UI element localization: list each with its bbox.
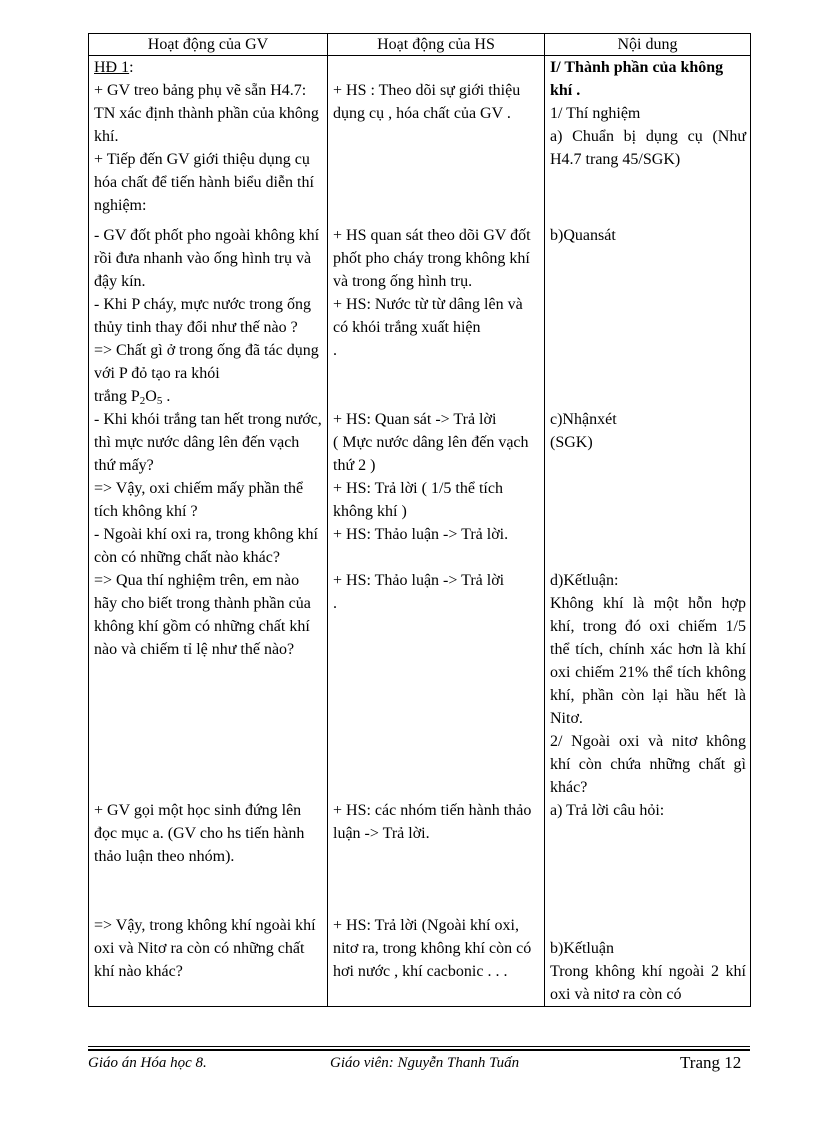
- gv-cell: [89, 868, 328, 1007]
- hs-text: + HS quan sát theo dõi GV đốt phốt pho cháy trong không khí và trong ống hình trụ.: [333, 227, 531, 290]
- gv-text: + GV gọi một học sinh đứng lên đọc mục a. (GV cho hs tiến hành thảo luận theo nhóm).: [94, 802, 305, 865]
- formula-subscript: 5: [156, 395, 163, 407]
- nd-text: Trong không khí ngoài 2 khí oxi và nitơ ra còn có: [550, 963, 746, 1003]
- hs-cell: [328, 868, 545, 1007]
- nd-cell: [545, 56, 751, 218]
- nd-cell: [545, 569, 751, 799]
- nd-text: Không khí là một hỗn hợp khí, trong đó oxi chiếm 1/5 thể tích, chính xác hơn là khí oxi chiếm 21% thể tích không khí, phần còn lại hầu hết là Nitơ.: [550, 595, 746, 727]
- gv-cell: [89, 217, 328, 293]
- footer-divider: [88, 1049, 750, 1051]
- formula-line: [94, 385, 323, 408]
- gv-text: - Khi P cháy, mực nước trong ống thủy tinh thay đổi như thế nào ? => Chất gì ở trong ống đã tác dụng với P đỏ tạo ra khói: [94, 296, 319, 382]
- nd-text: c)Nhậnxét (SGK): [550, 411, 617, 451]
- formula-prefix: trắng P: [94, 388, 140, 405]
- hs-text: + HS: Nước từ từ dâng lên và có khói trắng xuất hiện .: [333, 296, 523, 359]
- hs-cell: [328, 408, 545, 569]
- hs-cell: [328, 217, 545, 293]
- formula-oxygen: O: [145, 388, 157, 405]
- footer-page-number: Trang 12: [680, 1053, 742, 1072]
- gv-text: - Khi khói trắng tan hết trong nước, thì mực nước dâng lên đến vạch thứ mấy? => Vậy, oxi chiếm mấy phần thể tích không khí ? - Ngoài khí oxi ra, trong không khí còn có những chất nào khác?: [94, 411, 322, 566]
- table-row: [89, 56, 751, 218]
- formula-subscript: 2: [139, 395, 146, 407]
- table-row: [89, 799, 751, 868]
- nd-text: b)Quansát: [550, 227, 616, 244]
- nd-cell: [545, 293, 751, 408]
- gv-cell: [89, 56, 328, 218]
- table-header-row: [89, 34, 751, 56]
- hs-text: + HS: Quan sát -> Trả lời ( Mực nước dâng lên đến vạch thứ 2 ) + HS: Trả lời ( 1/5 thể tích không khí ) + HS: Thảo luận -> Trả lời.: [333, 411, 529, 543]
- nd-text: 2/ Ngoài oxi và nitơ không khí còn chứa những chất gì khác?: [550, 733, 746, 796]
- hs-cell: [328, 293, 545, 408]
- nd-cell: [545, 408, 751, 569]
- header-gv: Hoạt động của GV: [89, 34, 328, 56]
- nd-heading: d)Kếtluận:: [550, 572, 619, 589]
- gv-cell: [89, 408, 328, 569]
- table-row: [89, 217, 751, 293]
- table-row: [89, 868, 751, 1007]
- gv-text: - GV đốt phốt pho ngoài không khí rồi đưa nhanh vào ống hình trụ và đậy kín.: [94, 227, 320, 290]
- nd-text: a) Chuẩn bị dụng cụ (Như H4.7 trang 45/SGK): [550, 128, 746, 168]
- nd-cell: [545, 217, 751, 293]
- nd-text: 1/ Thí nghiệm: [550, 105, 641, 122]
- header-hs: Hoạt động của HS: [328, 34, 545, 56]
- hs-cell: [328, 799, 545, 868]
- gv-text: => Vậy, trong không khí ngoài khí oxi và Nitơ ra còn có những chất khí nào khác?: [94, 917, 316, 980]
- gv-text: : + GV treo bảng phụ vẽ sẵn H4.7: TN xác định thành phần của không khí. + Tiếp đến GV giới thiệu dụng cụ hóa chất để tiến hành biểu diễn thí nghiệm:: [94, 59, 319, 214]
- nd-cell: [545, 799, 751, 868]
- nd-cell: [545, 868, 751, 1007]
- gv-cell: [89, 799, 328, 868]
- lesson-plan-table: [88, 33, 751, 1007]
- gv-text: => Qua thí nghiệm trên, em nào hãy cho biết trong thành phần của không khí gồm có những chất khí nào và chiếm tỉ lệ như thế nào?: [94, 572, 311, 658]
- hs-text: + HS: Thảo luận -> Trả lời .: [333, 572, 505, 612]
- table-row: [89, 293, 751, 408]
- footer-teacher: Giáo viên: Nguyễn Thanh Tuấn: [330, 1055, 520, 1071]
- footer-course: Giáo án Hóa học 8.: [88, 1055, 207, 1071]
- hs-text: + HS: các nhóm tiến hành thảo luận -> Trả lời.: [333, 802, 532, 842]
- table-row: [89, 408, 751, 569]
- hs-cell: [328, 56, 545, 218]
- footer-divider: [88, 1046, 750, 1047]
- activity-label: HĐ 1: [94, 59, 130, 76]
- hs-text: + HS: Trả lời (Ngoài khí oxi, nitơ ra, trong không khí còn có hơi nước , khí cacbonic . . .: [333, 917, 532, 980]
- header-noi-dung: Nội dung: [545, 34, 751, 56]
- hs-text: + HS : Theo dõi sự giới thiệu dụng cụ , hóa chất của GV .: [333, 82, 521, 122]
- nd-text: a) Trả lời câu hỏi:: [550, 802, 665, 819]
- formula-suffix: .: [162, 388, 171, 405]
- gv-cell: [89, 293, 328, 408]
- section-title: I/ Thành phần của không khí .: [550, 59, 724, 99]
- nd-heading: b)Kếtluận: [550, 940, 614, 957]
